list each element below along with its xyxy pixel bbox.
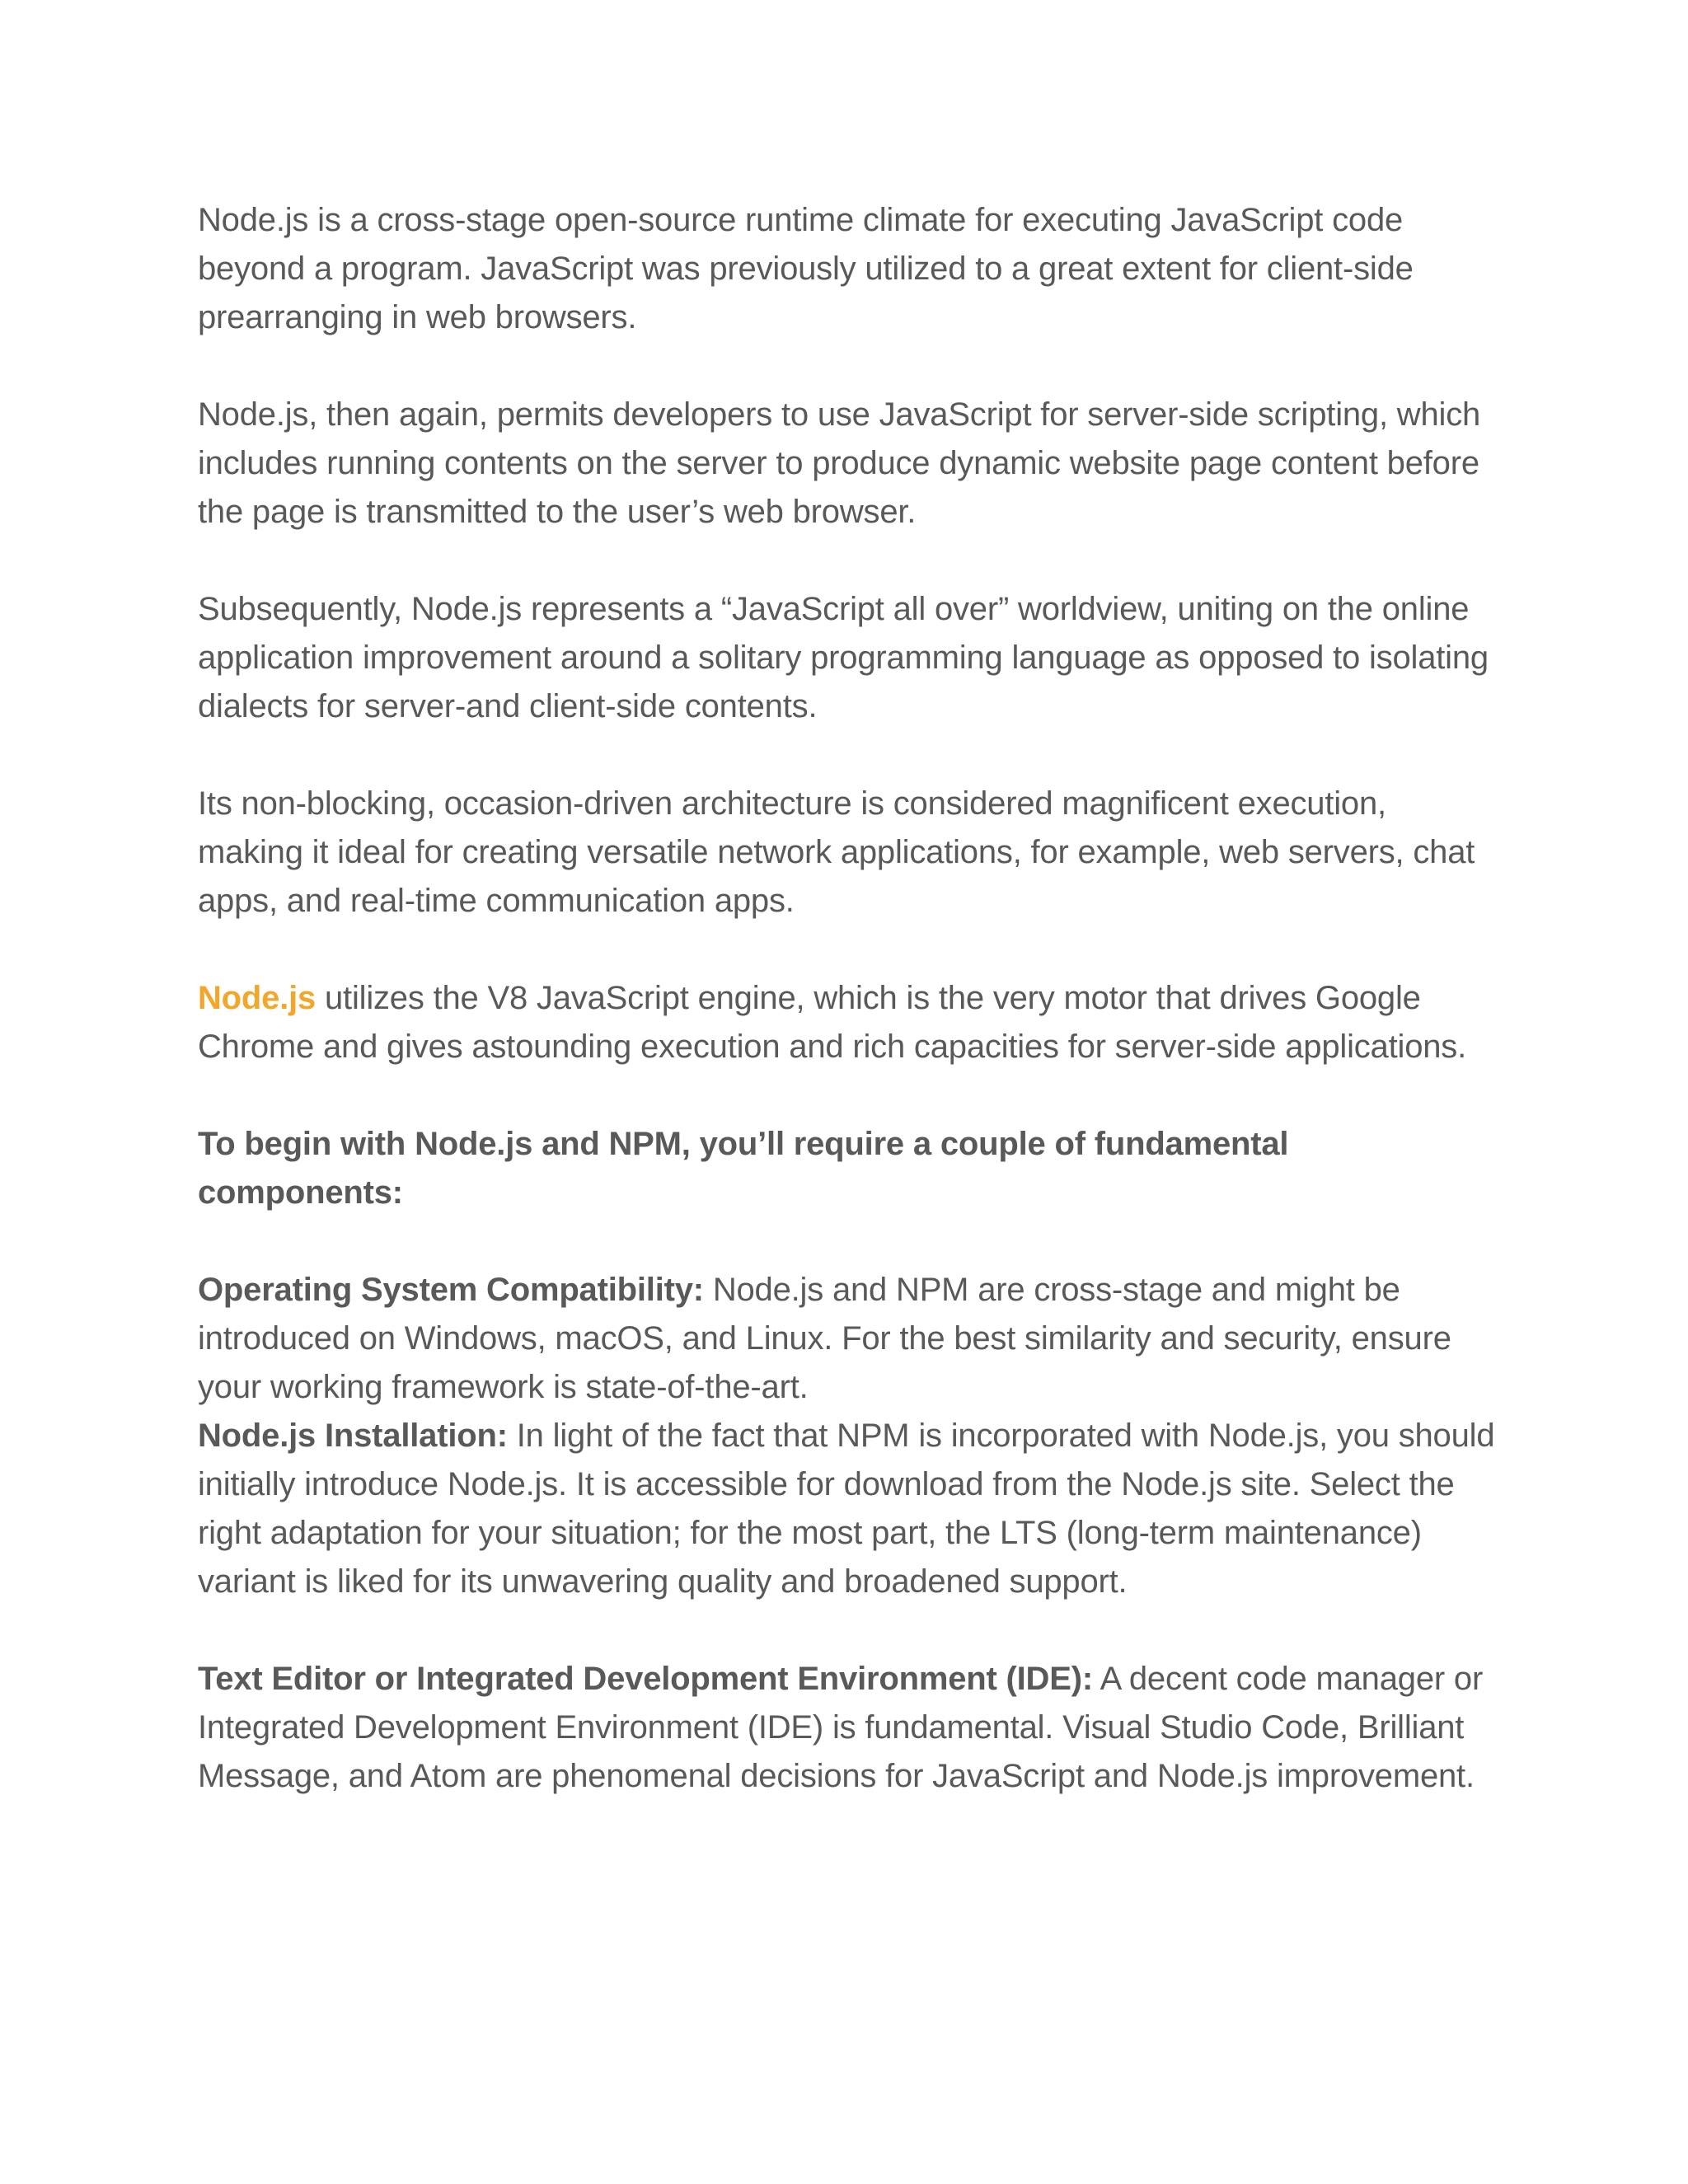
text-editor-text: A decent code manager or Integrated Development Environment (IDE) is fundamental. Visual Studio Code, Brilliant Message, and Atom are phenomenal decisions for JavaScript and Node.js improvement.: [198, 1661, 1484, 1794]
paragraph-intro: Node.js is a cross-stage open-source runtime climate for executing JavaScript code beyond a program. JavaScript was previously utilized to a great extent for client-side prearranging in web browsers.: [198, 202, 1414, 335]
paragraph-v8-text: utilizes the V8 JavaScript engine, which is the very motor that drives Google Chrome and gives astounding execution and rich capacities for server-side applications.: [198, 980, 1467, 1065]
nodejs-installation-label: Node.js Installation:: [198, 1418, 508, 1454]
paragraph-os-compatibility: [198, 1266, 1500, 1412]
paragraph-text-editor: [198, 1655, 1500, 1801]
os-compatibility-text: Node.js and NPM are cross-stage and might be introduced on Windows, macOS, and Linux. For the best similarity and security, ensure your working framework is state-of-the-art.: [198, 1272, 1451, 1405]
nodejs-installation-text: In light of the fact that NPM is incorporated with Node.js, you should initially introduce Node.js. It is accessible for download from the Node.js site. Select the right adaptation for your situation; for the most part, the LTS (long-term maintenance) variant is liked for its unwavering quality and broadened support.: [198, 1418, 1495, 1600]
section-heading: To begin with Node.js and NPM, you’ll require a couple of fundamental components:: [198, 1126, 1289, 1211]
text-editor-label: Text Editor or Integrated Development Environment (IDE):: [198, 1661, 1093, 1697]
paragraph-server-side: Node.js, then again, permits developers to use JavaScript for server-side scripting, which includes running contents on the server to produce dynamic website page content before the page is transmitted to the user’s web browser.: [198, 396, 1481, 530]
paragraph-architecture: Its non-blocking, occasion-driven architecture is considered magnificent execution, making it ideal for creating versatile network applications, for example, web servers, chat apps, and real-time communication apps.: [198, 785, 1475, 919]
paragraph-javascript-everywhere: Subsequently, Node.js represents a “JavaScript all over” worldview, uniting on the online application improvement around a solitary programming language as opposed to isolating dialects for server-and client-side contents.: [198, 591, 1489, 724]
nodejs-link[interactable]: Node.js: [198, 980, 316, 1016]
os-compatibility-label: Operating System Compatibility:: [198, 1272, 704, 1308]
paragraph-nodejs-installation: [198, 1412, 1500, 1606]
paragraph-v8-engine: [198, 974, 1500, 1071]
document-body: [198, 196, 1500, 1849]
